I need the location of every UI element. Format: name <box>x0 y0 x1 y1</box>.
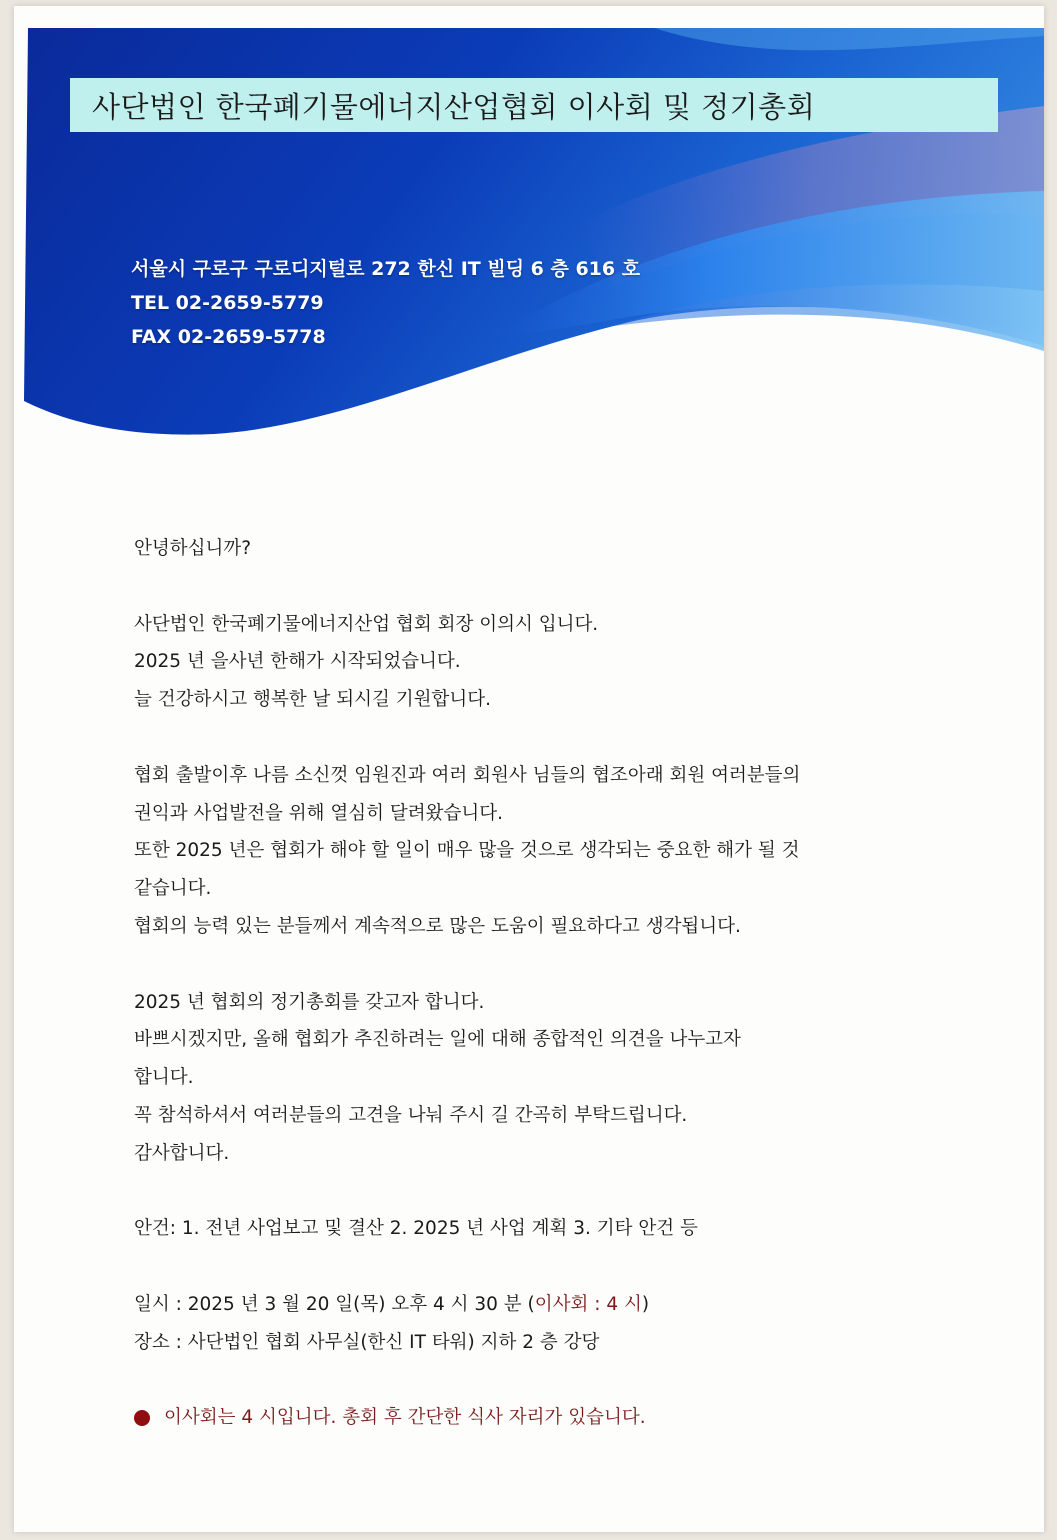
agenda: 안건: 1. 전년 사업보고 및 결산 2. 2025 년 사업 계획 3. 기타 안건 등 <box>134 1218 698 1240</box>
paragraph-line: 합니다. <box>134 1067 194 1089</box>
paragraph-line: 늘 건강하시고 행복한 날 되시길 기원합니다. <box>134 689 491 711</box>
document-title: 사단법인 한국폐기물에너지산업협회 이사회 및 정기총회 <box>92 89 816 124</box>
paragraph-line: 같습니다. <box>134 878 212 900</box>
paragraph-line: 또한 2025 년은 협회가 해야 할 일이 매우 많을 것으로 생각되는 중요한 해가 될 것 <box>134 840 800 862</box>
title-box <box>70 78 998 132</box>
board-meeting-time: 이사회 : 4 시 <box>534 1293 642 1315</box>
letter-body <box>134 530 1004 1437</box>
datetime-main: 일시 : 2025 년 3 월 20 일(목) 오후 4 시 30 분 ( <box>134 1293 535 1315</box>
paragraph-line: 사단법인 한국폐기물에너지산업 협회 회장 이의시 입니다. <box>134 613 599 635</box>
tel-number: TEL 02-2659-5779 <box>131 292 324 314</box>
header-banner <box>14 6 1044 456</box>
paragraph-line: 협회 출발이후 나름 소신껏 임원진과 여러 회원사 님들의 협조아래 회원 여러분들의 <box>134 764 801 786</box>
greeting: 안녕하십니까? <box>134 538 252 559</box>
note <box>134 1399 1004 1437</box>
paragraph-line: 꼭 참석하셔서 여러분들의 고견을 나눠 주시 길 간곡히 부탁드립니다. <box>134 1104 688 1126</box>
bullet-dot-icon <box>134 1410 150 1426</box>
paragraph-line: 감사합니다. <box>134 1142 230 1164</box>
meeting-datetime <box>134 1286 1004 1324</box>
paragraph-line: 2025 년 을사년 한해가 시작되었습니다. <box>134 651 461 673</box>
fax-number: FAX 02-2659-5778 <box>131 326 326 348</box>
paragraph-line: 권익과 사업발전을 위해 열심히 달려왔습니다. <box>134 802 503 824</box>
letter-page <box>14 6 1044 1532</box>
note-text: 이사회는 4 시입니다. 총회 후 간단한 식사 자리가 있습니다. <box>164 1407 646 1429</box>
paragraph-line: 바쁘시겠지만, 올해 협회가 추진하려는 일에 대해 종합적인 의견을 나누고자 <box>134 1029 741 1051</box>
contact-info <box>131 252 640 354</box>
paragraph-line: 2025 년 협회의 정기총회를 갖고자 합니다. <box>134 991 485 1013</box>
paragraph-line: 협회의 능력 있는 분들께서 계속적으로 많은 도움이 필요하다고 생각됩니다. <box>134 915 741 937</box>
datetime-close: ) <box>641 1293 650 1315</box>
meeting-venue: 장소 : 사단법인 협회 사무실(한신 IT 타워) 지하 2 층 강당 <box>134 1331 600 1353</box>
address: 서울시 구로구 구로디지털로 272 한신 IT 빌딩 6 층 616 호 <box>131 258 641 280</box>
